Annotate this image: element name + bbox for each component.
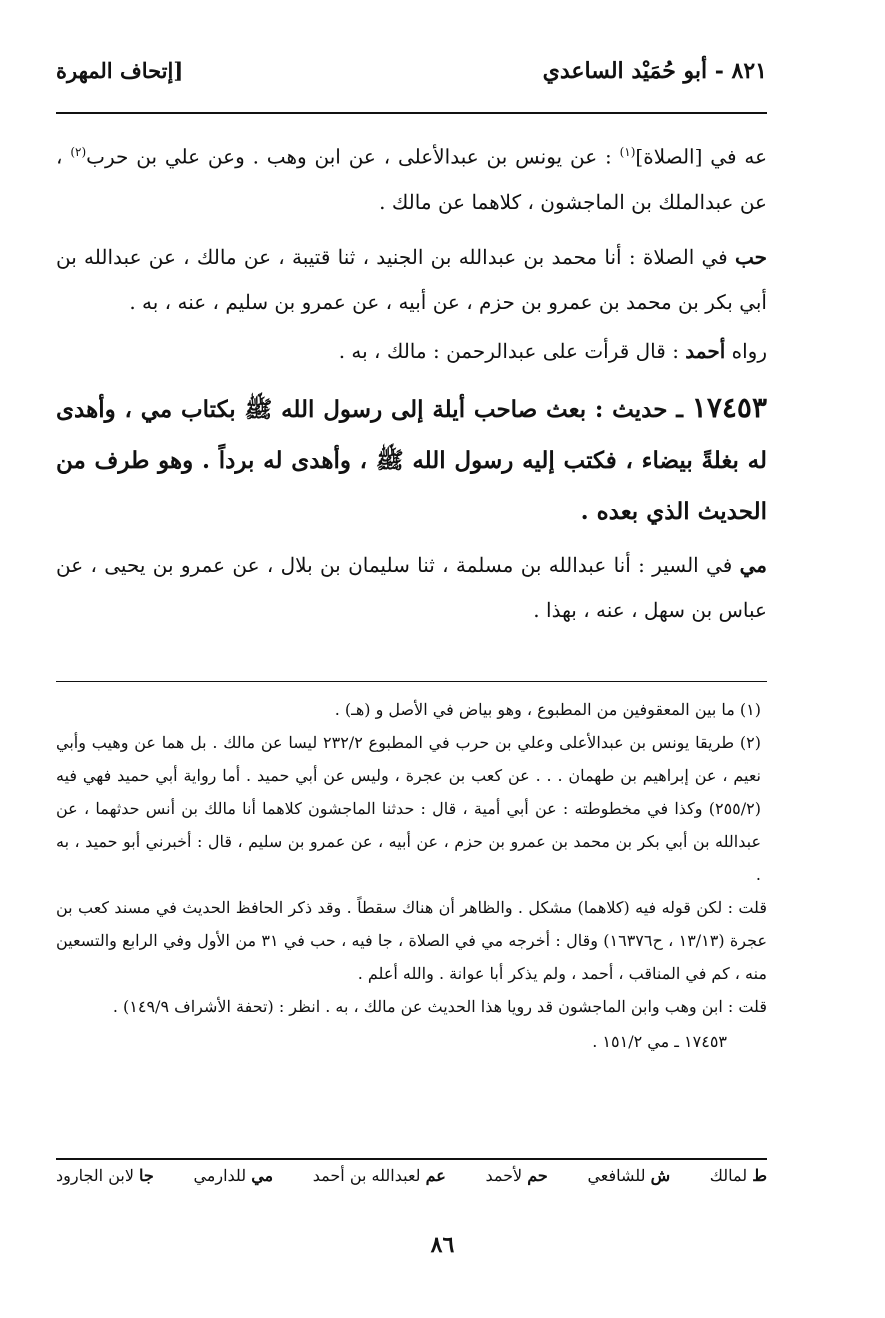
footnote-divider <box>56 681 767 682</box>
legend-item: ط لمالك <box>709 1166 767 1185</box>
footnotes <box>56 693 767 1058</box>
running-header <box>56 58 767 98</box>
legend-item: مي للدارمي <box>193 1166 274 1185</box>
hadith-entry <box>56 382 767 537</box>
hadith-number: ١٧٤٥٣ <box>691 390 767 424</box>
footnote-ref-2: (٢) <box>70 145 87 159</box>
legend-divider <box>56 1158 767 1160</box>
footnote-ref-1: (١) <box>619 145 636 159</box>
hadith-text: ـ حديث : بعث صاحب أيلة إلى رسول الله ﷺ بكتاب مي ، وأهدى له بغلةً بيضاء ، فكتب إليه رسول الله ﷺ ، وأهدى له برداً . وهو طرف من الحديث الذي بعده . <box>56 395 767 525</box>
paragraph-1: عه في [الصلاة]$^{(١)}$ : عن يونس بن عبدالأعلى ، عن ابن وهب . وعن علي بن حرب$^{(٢)}$ ، عن عبدالملك بن الماجشون ، كلاهما عن مالك . <box>56 144 768 214</box>
footnote-2: (٢) طريقا يونس بن عبدالأعلى وعلي بن حرب في المطبوع ٢٣٢/٢ ليسا عن مالك . بل هما عن وهيب وأبي نعيم ، عن إبراهيم بن طهمان . . . عن كعب بن عجرة ، وليس عن أبي حميد . أما رواية أبي حميد فهي فيه (٢٥٥/٢) وكذا في مخطوطته : عن أبي أمية ، قال : حدثنا الماجشون كلاهما أنا مالك بن أنس حدثهما ، عن عبدالله بن أبي بكر بن محمد بن عمرو بن حزم ، عن أبيه ، عن عمرو بن سليم ، قال : أخبرني أبو حميد ، به . <box>56 733 762 884</box>
editor-note-2: قلت : ابن وهب وابن الماجشون قد رويا هذا الحديث عن مالك ، به . انظر : (تحفة الأشراف ١٤٩/٩) . <box>112 997 767 1016</box>
main-text <box>56 130 767 637</box>
legend-item: جا لابن الجارود <box>56 1166 154 1185</box>
paragraph-3: رواه أحمد : قال قرأت على عبدالرحمن : مالك ، به . <box>338 338 767 363</box>
legend-item: ش للشافعي <box>587 1166 671 1185</box>
hadith-reference: ١٧٤٥٣ ـ مي ١٥١/٢ . <box>592 1032 727 1051</box>
paragraph-2: حب في الصلاة : أنا محمد بن عبدالله بن الجنيد ، ثنا قتيبة ، عن مالك ، عن عبدالله بن أبي بكر بن محمد بن عمرو بن حزم ، عن أبيه ، عن عمرو بن سليم ، عنه ، به . <box>56 244 767 314</box>
abbreviation-legend <box>56 1166 767 1198</box>
chapter-title: ٨٢١ - أبو حُمَيْد الساعدي <box>542 58 767 84</box>
editor-note-1: قلت : لكن قوله فيه (كلاهما) مشكل . والظاهر أن هناك سقطاً . وقد ذكر الحافظ الحديث في مسند كعب بن عجرة (١٣/١٣ ، ح١٦٣٧٦) وقال : أخرجه مي في الصلاة ، جا فيه ، حب في ٣١ من الأول وفي الرابع والتسعين منه ، كم في المناقب ، أحمد ، ولم يذكر أبا عوانة . والله أعلم . <box>56 898 767 983</box>
header-divider <box>56 112 767 114</box>
source-code: حب <box>734 244 767 269</box>
footnote-1: (١) ما بين المعقوفين من المطبوع ، وهو بياض في الأصل و (هـ) . <box>334 700 761 719</box>
source-code: أحمد <box>685 338 726 363</box>
legend-item: حم لأحمد <box>485 1166 548 1185</box>
source-code: مي <box>739 552 767 577</box>
page-number: ٨٦ <box>430 1232 455 1258</box>
legend-item: عم لعبدالله بن أحمد <box>312 1166 446 1185</box>
book-title: [إتحاف المهرة <box>56 58 184 83</box>
paragraph-4: مي في السير : أنا عبدالله بن مسلمة ، ثنا سليمان بن بلال ، عن عمرو بن يحيى ، عن عباس بن سهل ، عنه ، بهذا . <box>56 552 767 622</box>
